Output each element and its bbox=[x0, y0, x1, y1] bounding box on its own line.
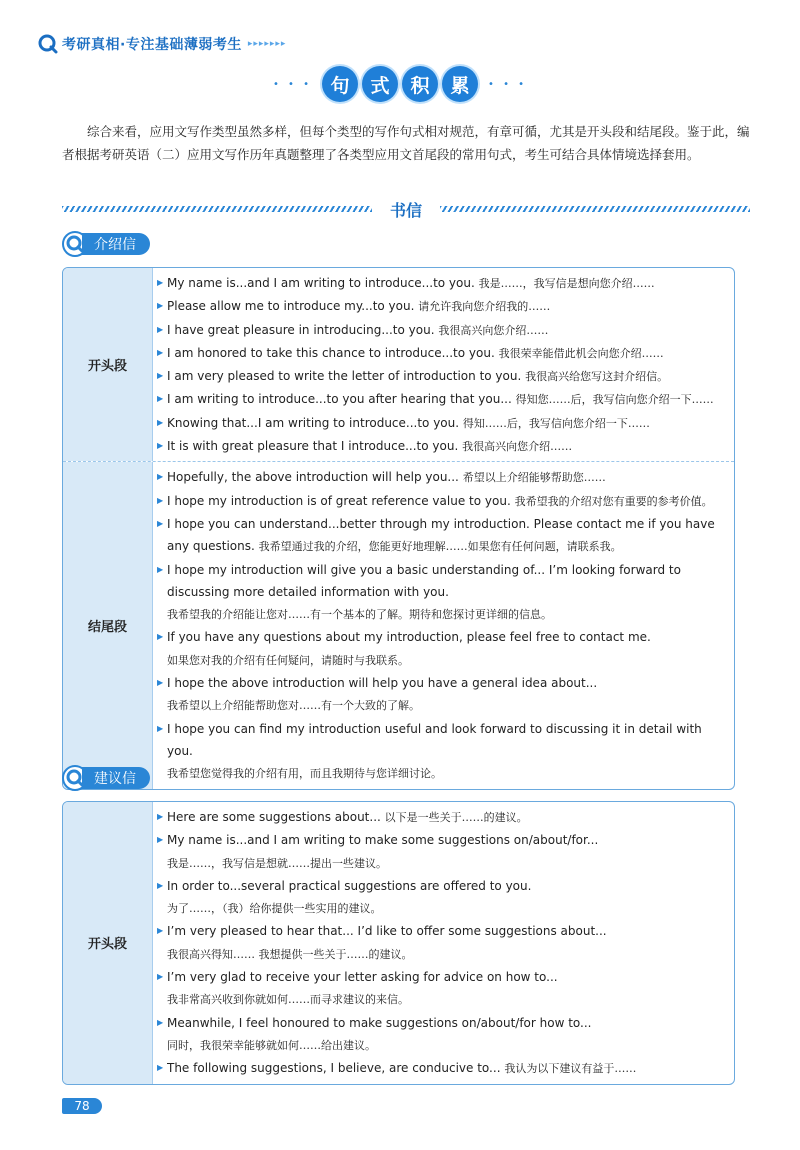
item-cn: 我很高兴得知…… 我想提供一些关于……的建议。 bbox=[167, 947, 413, 961]
triangle-bullet-icon: ▶ bbox=[157, 1063, 164, 1073]
item-en: The following suggestions, I believe, are conducive to... bbox=[167, 1061, 501, 1076]
title-char-2: 式 bbox=[362, 66, 398, 102]
item-en: Meanwhile, I feel honoured to make suggestions on/about/for how to... bbox=[167, 1015, 592, 1030]
triangle-bullet-icon: ▶ bbox=[157, 678, 164, 688]
triangle-bullet-icon: ▶ bbox=[157, 880, 164, 890]
item-cn: 我是……，我写信是想就……提出一些建议。 bbox=[167, 856, 387, 870]
item-en: I have great pleasure in introducing...to you. bbox=[167, 322, 435, 337]
triangle-bullet-icon: ▶ bbox=[157, 1017, 164, 1027]
triangle-bullet-icon: ▶ bbox=[157, 324, 164, 334]
triangle-bullet-icon: ▶ bbox=[157, 926, 164, 936]
item-en: It is with great pleasure that I introduce...to you. bbox=[167, 439, 459, 454]
item-cn: 如果您对我的介绍有任何疑问，请随时与我联系。 bbox=[167, 653, 409, 667]
list-item bbox=[157, 966, 728, 1012]
item-cn: 得知您……后，我写信向您介绍一下…… bbox=[515, 393, 714, 407]
subhead-label: 介绍信 bbox=[82, 233, 150, 255]
item-cn: 我希望我的介绍对您有重要的参考价值。 bbox=[514, 494, 713, 508]
opening-row bbox=[63, 268, 734, 462]
item-en: I am honored to take this chance to introduce...to you. bbox=[167, 345, 495, 360]
list-item bbox=[157, 875, 728, 921]
intro-letter-table bbox=[62, 267, 735, 790]
header-title: 考研真相·专注基础薄弱考生 bbox=[62, 37, 242, 53]
row-items bbox=[153, 462, 734, 788]
title-char-4: 累 bbox=[442, 66, 478, 102]
item-en: I hope my introduction will give you a basic understanding of... I’m looking forward to discussing more detailed information with you. bbox=[167, 562, 681, 599]
item-cn: 我认为以下建议有益于…… bbox=[504, 1062, 637, 1076]
title-dots-left: • • • bbox=[272, 78, 312, 90]
list-item bbox=[157, 1012, 728, 1058]
row-items bbox=[153, 802, 734, 1084]
list-item bbox=[157, 626, 728, 672]
triangle-bullet-icon: ▶ bbox=[157, 347, 164, 357]
item-en: I am writing to introduce...to you after hearing that you... bbox=[167, 392, 512, 407]
triangle-bullet-icon: ▶ bbox=[157, 835, 164, 845]
list-item bbox=[157, 1057, 728, 1080]
triangle-bullet-icon: ▶ bbox=[157, 441, 164, 451]
item-cn: 我很高兴给您写这封介绍信。 bbox=[525, 370, 669, 384]
list-item bbox=[157, 718, 728, 786]
list-item bbox=[157, 388, 728, 411]
list-item bbox=[157, 672, 728, 718]
section-title: 书信 bbox=[390, 200, 423, 220]
item-cn: 我是……，我写信是想向您介绍…… bbox=[478, 277, 655, 290]
item-cn: 希望以上介绍能够帮助您…… bbox=[462, 471, 606, 485]
item-en: I’m very glad to receive your letter asking for advice on how to... bbox=[167, 970, 558, 985]
list-item bbox=[157, 412, 728, 435]
item-cn: 我很高兴向您介绍…… bbox=[438, 323, 549, 337]
item-cn: 我很荣幸能借此机会向您介绍…… bbox=[498, 346, 664, 360]
list-item bbox=[157, 435, 728, 458]
row-label: 开头段 bbox=[63, 268, 153, 461]
item-en: I’m very pleased to hear that... I’d like to offer some suggestions about... bbox=[167, 924, 607, 939]
list-item bbox=[157, 920, 728, 966]
list-item bbox=[157, 365, 728, 388]
list-item bbox=[157, 295, 728, 318]
item-cn: 同时，我很荣幸能够就如何……给出建议。 bbox=[167, 1038, 376, 1052]
page-number: 78 bbox=[62, 1098, 102, 1114]
triangle-bullet-icon: ▶ bbox=[157, 632, 164, 642]
row-items bbox=[153, 268, 734, 461]
list-item bbox=[157, 806, 728, 829]
triangle-bullet-icon: ▶ bbox=[157, 278, 164, 287]
intro-text: 综合来看，应用文写作类型虽然多样，但每个类型的写作句式相对规范，有章可循，尤其是开头段和结尾段。鉴于此，编者根据考研英语（二）应用文写作历年真题整理了各类型应用文首尾段的常用句式，考生可结合具体情境选择套用。 bbox=[62, 124, 750, 162]
row-label: 结尾段 bbox=[63, 462, 153, 788]
running-header bbox=[38, 32, 286, 56]
advice-letter-table bbox=[62, 801, 735, 1085]
item-cn: 得知……后，我写信向您介绍一下…… bbox=[462, 416, 650, 430]
item-en: My name is...and I am writing to make some suggestions on/about/for... bbox=[167, 833, 599, 848]
list-item bbox=[157, 490, 728, 513]
triangle-bullet-icon: ▶ bbox=[157, 518, 164, 528]
list-item bbox=[157, 829, 728, 875]
triangle-bullet-icon: ▶ bbox=[157, 472, 164, 482]
list-item bbox=[157, 342, 728, 365]
subhead-label: 建议信 bbox=[82, 767, 150, 789]
page-title bbox=[0, 66, 800, 102]
item-cn: 我非常高兴收到你就如何……而寻求建议的来信。 bbox=[167, 993, 409, 1007]
item-en: I am very pleased to write the letter of introduction to you. bbox=[167, 369, 522, 384]
title-char-1: 句 bbox=[322, 66, 358, 102]
hatch-divider-left bbox=[62, 206, 372, 212]
triangle-bullet-icon: ▶ bbox=[157, 812, 164, 821]
item-cn: 我希望通过我的介绍，您能更好地理解……如果您有任何问题，请联系我。 bbox=[258, 540, 622, 554]
closing-row bbox=[63, 462, 734, 788]
item-en: I hope the above introduction will help you have a general idea about... bbox=[167, 676, 598, 691]
item-en: I hope you can find my introduction useful and look forward to discussing it in detail with you. bbox=[167, 721, 702, 758]
title-char-3: 积 bbox=[402, 66, 438, 102]
triangle-bullet-icon: ▶ bbox=[157, 301, 164, 311]
item-cn: 我很高兴向您介绍…… bbox=[462, 440, 573, 454]
item-cn: 以下是一些关于……的建议。 bbox=[384, 811, 528, 824]
item-cn: 我希望我的介绍能让您对……有一个基本的了解。期待和您探讨更详细的信息。 bbox=[167, 608, 552, 622]
item-en: If you have any questions about my introduction, please feel free to contact me. bbox=[167, 630, 651, 645]
triangle-bullet-icon: ▶ bbox=[157, 495, 164, 505]
list-item bbox=[157, 513, 728, 559]
triangle-bullet-icon: ▶ bbox=[157, 564, 164, 574]
item-cn: 我希望您觉得我的介绍有用，而且我期待与您详细讨论。 bbox=[167, 767, 442, 781]
triangle-bullet-icon: ▶ bbox=[157, 417, 164, 427]
item-en: Hopefully, the above introduction will help you... bbox=[167, 470, 459, 485]
item-en: In order to...several practical suggestions are offered to you. bbox=[167, 878, 532, 893]
triangle-bullet-icon: ▶ bbox=[157, 394, 164, 404]
item-en: Please allow me to introduce my...to you. bbox=[167, 299, 415, 314]
item-en: Knowing that...I am writing to introduce...to you. bbox=[167, 415, 460, 430]
item-cn: 我希望以上介绍能帮助您对……有一个大致的了解。 bbox=[167, 699, 420, 713]
intro-paragraph bbox=[62, 121, 750, 166]
triangle-bullet-icon: ▶ bbox=[157, 972, 164, 982]
item-en: Here are some suggestions about... bbox=[167, 810, 381, 824]
header-arrows: ▸▸▸▸▸▸▸ bbox=[247, 39, 287, 49]
item-cn: 为了……，（我）给你提供一些实用的建议。 bbox=[167, 902, 382, 916]
title-dots-right: • • • bbox=[488, 78, 528, 90]
triangle-bullet-icon: ▶ bbox=[157, 723, 164, 733]
hatch-divider-right bbox=[440, 206, 750, 212]
list-item bbox=[157, 319, 728, 342]
item-en: My name is...and I am writing to introduce...to you. bbox=[167, 276, 475, 290]
item-en: I hope you can understand...better through my introduction. Please contact me if you have any questions. bbox=[167, 516, 715, 554]
triangle-bullet-icon: ▶ bbox=[157, 371, 164, 381]
row-label: 开头段 bbox=[63, 802, 153, 1084]
opening-row bbox=[63, 802, 734, 1084]
list-item bbox=[157, 466, 728, 489]
item-en: I hope my introduction is of great reference value to you. bbox=[167, 493, 511, 508]
list-item bbox=[157, 272, 728, 295]
item-cn: 请允许我向您介绍我的…… bbox=[418, 300, 551, 314]
list-item bbox=[157, 559, 728, 627]
section-header bbox=[62, 198, 750, 220]
subhead-intro-letter bbox=[62, 231, 150, 257]
magnifier-logo-icon bbox=[38, 34, 58, 54]
subhead-advice-letter bbox=[62, 765, 150, 791]
